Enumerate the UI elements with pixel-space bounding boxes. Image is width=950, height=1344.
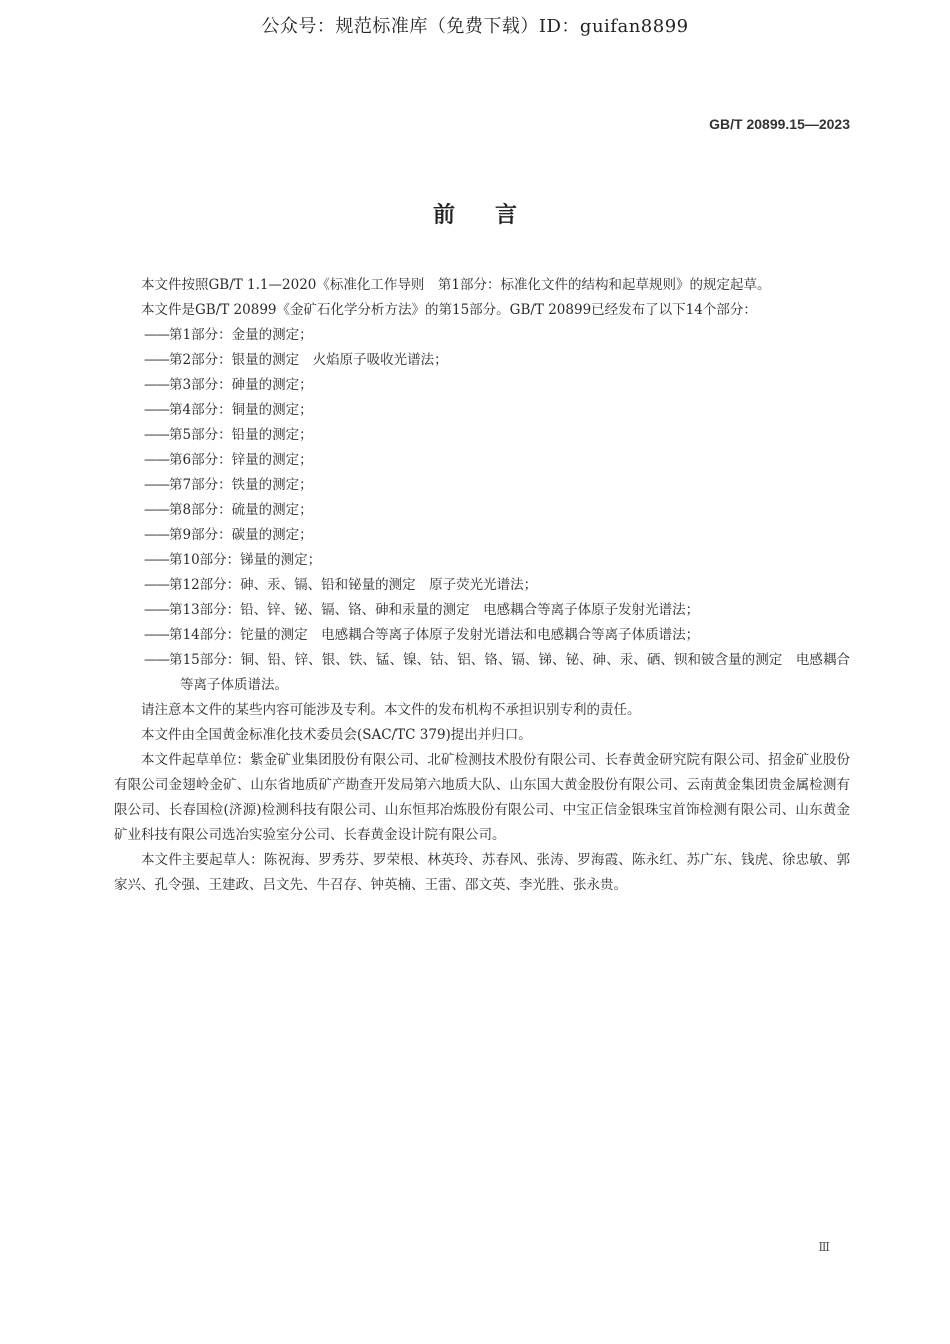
list-item (114, 648, 850, 698)
list-item-text: 第8部分：硫量的测定； (169, 502, 313, 518)
list-item (114, 473, 850, 498)
drafting-units-paragraph: 本文件起草单位：紫金矿业集团股份有限公司、北矿检测技术股份有限公司、长春黄金研究院有限公司、招金矿业股份有限公司金翅岭金矿、山东省地质矿产勘查开发局第六地质大队、山东国大黄金股份有限公司、云南黄金集团贵金属检测有限公司、长春国检(济源)检测科技有限公司、山东恒邦冶炼股份有限公司、中宝正信金银珠宝首饰检测有限公司、山东黄金矿业科技有限公司选冶实验室分公司、长春黄金设计院有限公司。 (114, 752, 850, 843)
dash: —— (144, 552, 169, 568)
list-item (114, 548, 850, 573)
dash: —— (144, 477, 169, 493)
standard-number: GB/T 20899.15—2023 (709, 116, 850, 132)
drafters-paragraph: 本文件主要起草人：陈祝海、罗秀芬、罗荣根、林英玲、苏春风、张涛、罗海霞、陈永红、苏广东、钱虎、徐忠敏、郭家兴、孔令强、王建政、吕文先、牛召存、钟英楠、王雷、邵文英、李光胜、张永贵。 (114, 852, 850, 893)
watermark-header: 公众号：规范标准库（免费下载）ID：guifan8899 (261, 16, 689, 37)
list-item (114, 398, 850, 423)
dash: —— (144, 577, 169, 593)
dash: —— (144, 652, 169, 668)
list-item (114, 448, 850, 473)
list-item-text: 第4部分：铜量的测定； (169, 402, 313, 418)
list-item (114, 598, 850, 623)
list-item (114, 623, 850, 648)
list-item (114, 323, 850, 348)
list-item-text: 第14部分：铊量的测定 电感耦合等离子体原子发射光谱法和电感耦合等离子体质谱法； (169, 627, 700, 643)
list-item (114, 573, 850, 598)
list-item-text: 第1部分：金量的测定； (169, 327, 313, 343)
dash: —— (144, 502, 169, 518)
list-item (114, 523, 850, 548)
dash: —— (144, 327, 169, 343)
dash: —— (144, 352, 169, 368)
list-item-text: 第6部分：锌量的测定； (169, 452, 313, 468)
dash: —— (144, 527, 169, 543)
list-item (114, 348, 850, 373)
intro-paragraph: 本文件是GB/T 20899《金矿石化学分析方法》的第15部分。GB/T 20899已经发布了以下14个部分： (141, 302, 757, 318)
list-item-text: 第12部分：砷、汞、镉、铅和铋量的测定 原子荧光光谱法； (169, 577, 538, 593)
page-number: Ⅲ (818, 1240, 830, 1254)
proposer-paragraph: 本文件由全国黄金标准化技术委员会(SAC/TC 379)提出并归口。 (141, 727, 532, 743)
dash: —— (144, 377, 169, 393)
dash: —— (144, 627, 169, 643)
list-item-text: 第5部分：铅量的测定； (169, 427, 313, 443)
list-item-text: 第3部分：砷量的测定； (169, 377, 313, 393)
foreword-body (114, 273, 850, 898)
list-item-text: 第15部分：铜、铅、锌、银、铁、锰、镍、钴、铝、铬、镉、锑、铋、砷、汞、硒、钡和铍含量的测定 电感耦合等离子体质谱法。 (169, 652, 850, 693)
list-item-text: 第10部分：锑量的测定； (169, 552, 322, 568)
list-item-text: 第13部分：铅、锌、铋、镉、铬、砷和汞量的测定 电感耦合等离子体原子发射光谱法； (169, 602, 700, 618)
page-title: 前言 (432, 203, 557, 228)
list-item-text: 第7部分：铁量的测定； (169, 477, 313, 493)
list-item (114, 373, 850, 398)
dash: —— (144, 427, 169, 443)
dash: —— (144, 452, 169, 468)
list-item (114, 423, 850, 448)
parts-list (114, 323, 850, 698)
dash: —— (144, 402, 169, 418)
intro-paragraph: 本文件按照GB/T 1.1—2020《标准化工作导则 第1部分：标准化文件的结构和起草规则》的规定起草。 (141, 277, 771, 293)
patent-notice: 请注意本文件的某些内容可能涉及专利。本文件的发布机构不承担识别专利的责任。 (141, 702, 641, 718)
list-item-text: 第9部分：碳量的测定； (169, 527, 313, 543)
dash: —— (144, 602, 169, 618)
list-item-text: 第2部分：银量的测定 火焰原子吸收光谱法； (169, 352, 448, 368)
list-item (114, 498, 850, 523)
